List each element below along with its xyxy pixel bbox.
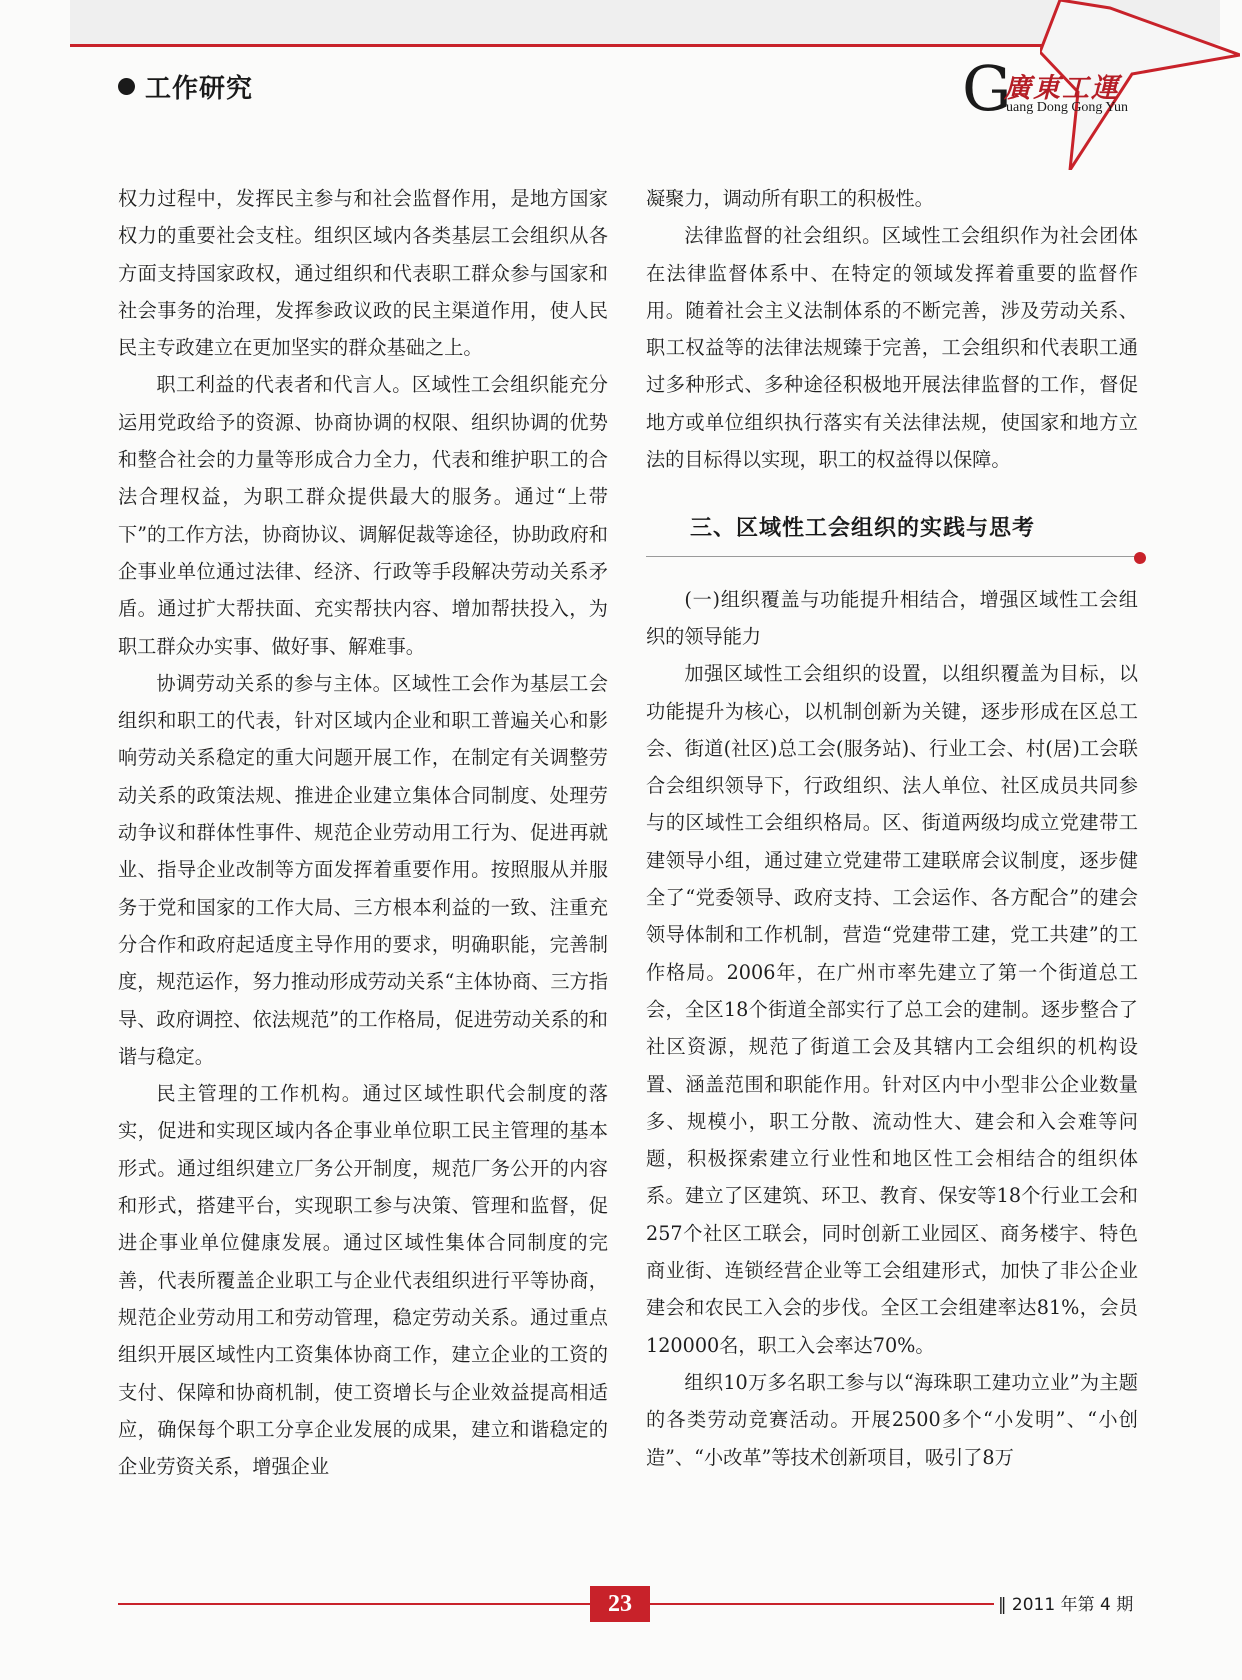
paragraph: 凝聚力，调动所有职工的积极性。 [646,187,934,210]
page-number: 23 [590,1586,650,1622]
page-footer [0,1586,1242,1626]
subheading: (一)组织覆盖与功能提升相结合，增强区域性工会组织的领导能力 [646,587,1138,648]
section-label-text: 工作研究 [145,74,254,104]
footer-rule-left [118,1603,590,1605]
heading-dot-icon [1134,552,1146,564]
magazine-logo [962,52,1162,128]
footer-rule-right [650,1603,994,1605]
section-heading-text: 三、区域性工会组织的实践与思考 [690,516,1036,542]
paragraph: 民主管理的工作机构。通过区域性职代会制度的落实，促进和实现区域内各企事业单位职工民主管理的基本形式。通过组织建立厂务公开制度，规范厂务公开的内容和形式，搭建平台，实现职工参与决策、管理和监督，促进企事业单位健康发展。通过区域性集体合同制度的完善，代表所覆盖企业职工与企业代表组织进行平等协商，规范企业劳动用工和劳动管理，稳定劳动关系。通过重点组织开展区域性内工资集体协商工作，建立企业的工资的支付、保障和协商机制，使工资增长与企业效益提高相适应，确保每个职工分享企业发展的成果，建立和谐稳定的企业劳资关系，增强企业 [118,1082,608,1479]
paragraph: 加强区域性工会组织的设置，以组织覆盖为目标，以功能提升为核心，以机制创新为关键，逐步形成在区总工会、街道(社区)总工会(服务站)、行业工会、村(居)工会联合会组织领导下，行政组织、法人单位、社区成员共同参与的区域性工会组织格局。区、街道两级均成立党建带工建领导小组，通过建立党建带工建联席会议制度，逐步健全了“党委领导、政府支持、工会运作、各方配合”的建会领导体制和工作机制，营造“党建带工建，党工共建”的工作格局。2006年，在广州市率先建立了第一个街道总工会，全区18个街道全部实行了总工会的建制。逐步整合了社区资源，规范了街道工会及其辖内工会组织的机构设置、涵盖范围和职能作用。针对区内中小型非公企业数量多、规模小，职工分散、流动性大、建会和入会难等问题，积极探索建立行业性和地区性工会相结合的组织体系。建立了区建筑、环卫、教育、保安等18个行业工会和257个社区工联会，同时创新工业园区、商务楼宇、特色商业街、连锁经营企业等工会组建形式，加快了非公企业建会和农民工入会的步伐。全区工会组建率达81%，会员120000名，职工入会率达70%。 [646,662,1138,1357]
logo-english-title: uang Dong Gong Yun [1006,100,1128,115]
logo-chinese-title: 廣東工運 [1004,73,1120,104]
section-label [118,68,253,105]
right-column [646,180,1138,1476]
left-column [118,180,608,1485]
paragraph: 权力过程中，发挥民主参与和社会监督作用，是地方国家权力的重要社会支柱。组织区域内各类基层工会组织从各方面支持国家政权，通过组织和代表职工群众参与国家和社会事务的治理，发挥参政议政的民主渠道作用，使人民民主专政建立在更加坚实的群众基础之上。 [118,187,608,360]
paragraph: 协调劳动关系的参与主体。区域性工会作为基层工会组织和职工的代表，针对区域内企业和职工普遍关心和影响劳动关系稳定的重大问题开展工作，在制定有关调整劳动关系的政策法规、推进企业建立集体合同制度、处理劳动争议和群体性事件、规范企业劳动用工行为、促进再就业、指导企业改制等方面发挥着重要作用。按照服从并服务于党和国家的工作大局、三方根本利益的一致、注重充分合作和政府起适度主导作用的要求，明确职能，完善制度，规范运作，努力推动形成劳动关系“主体协商、三方指导、政府调控、依法规范”的工作格局，促进劳动关系的和谐与稳定。 [118,671,608,1068]
issue-label: ‖ 2011 年第 4 期 [998,1595,1134,1615]
paragraph: 职工利益的代表者和代言人。区域性工会组织能充分运用党政给予的资源、协商协调的权限、组织协调的优势和整合社会的力量等形成合力全力，代表和维护职工的合法合理权益，为职工群众提供最大的服务。通过“上带下”的工作方法，协商协议、调解促裁等途径，协助政府和企事业单位通过法律、经济、行政等手段解决劳动关系矛盾。通过扩大帮扶面、充实帮扶内容、增加帮扶投入，为职工群众办实事、做好事、解难事。 [118,373,608,658]
section-heading [646,508,1138,556]
logo-letter: G [962,52,1012,125]
paragraph: 组织10万多名职工参与以“海珠职工建功立业”为主题的各类劳动竞赛活动。开展2500多个“小发明”、“小创造”、“小改革”等技术创新项目，吸引了8万 [646,1370,1138,1469]
bullet-dot-icon [118,78,135,95]
paragraph: 法律监督的社会组织。区域性工会组织作为社会团体在法律监督体系中、在特定的领域发挥着重要的监督作用。随着社会主义法制体系的不断完善，涉及劳动关系、职工权益等的法律法规臻于完善，工会组织和代表职工通过多种形式、多种途径积极地开展法律监督的工作，督促地方或单位组织执行落实有关法律法规，使国家和地方立法的目标得以实现，职工的权益得以保障。 [646,224,1138,472]
header-red-rule [70,44,1120,47]
